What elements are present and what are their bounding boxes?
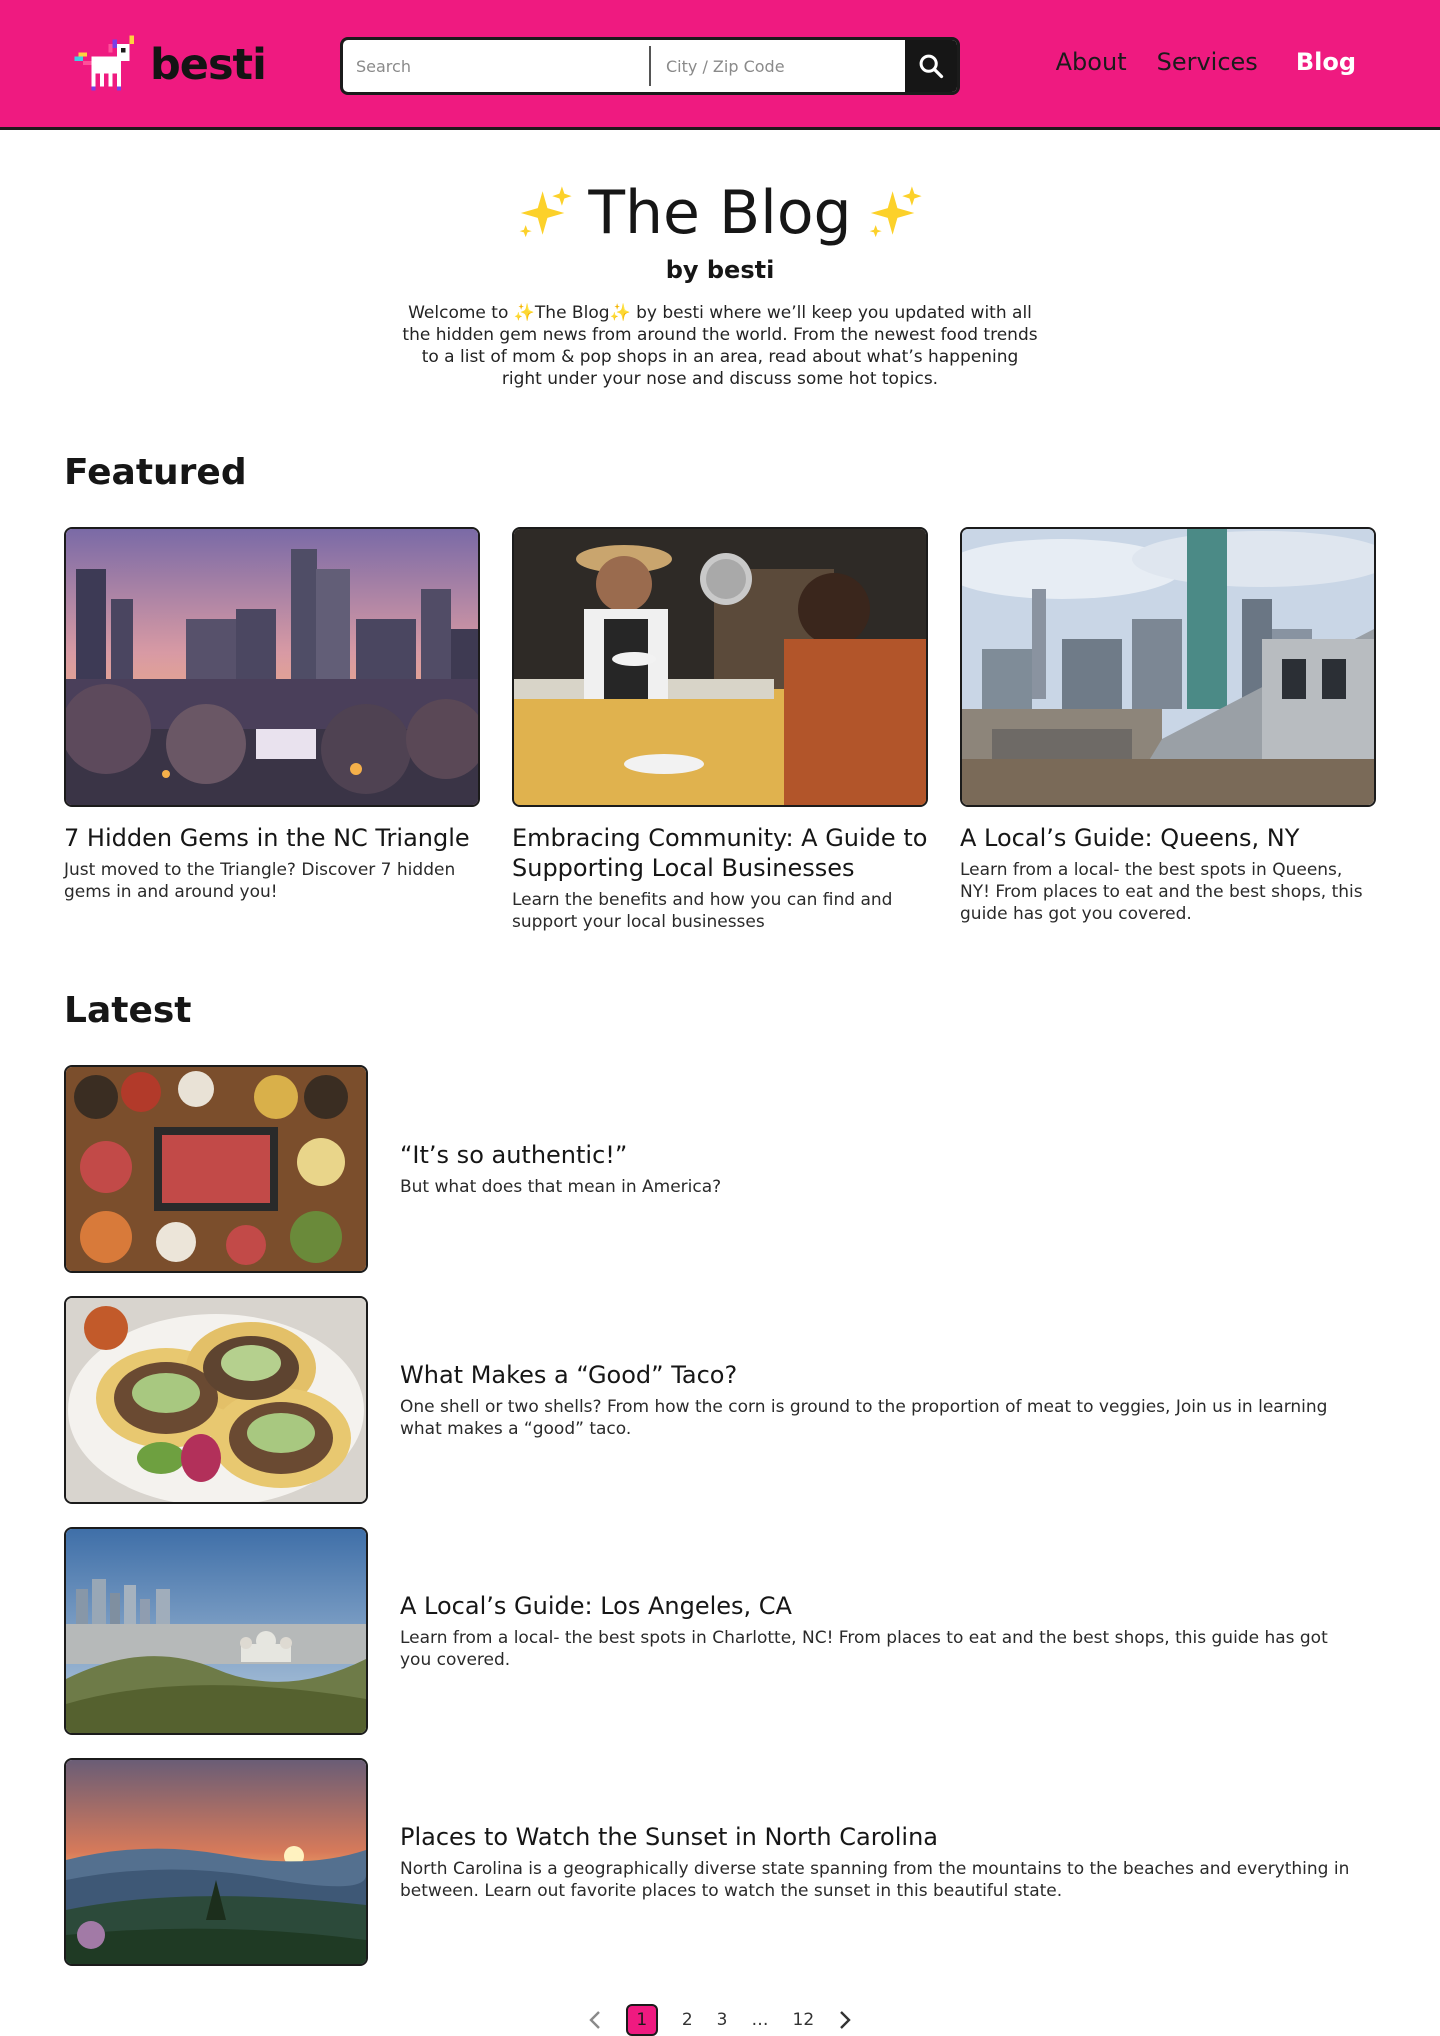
post-body [400, 1591, 1360, 1671]
post-image [64, 1758, 368, 1966]
latest-heading: Latest [64, 990, 192, 1031]
page-title-text: The Blog [588, 178, 852, 248]
card-image [960, 527, 1376, 807]
post-description: But what does that mean in America? [400, 1177, 722, 1197]
featured-heading: Featured [64, 452, 247, 493]
card-description: Learn from a local- the best spots in Queens, NY! From places to eat and the best shops, this guide has got you covered. [960, 860, 1363, 924]
blog-hero [0, 178, 1440, 390]
card-title: 7 Hidden Gems in the NC Triangle [64, 824, 470, 852]
logo[interactable] [70, 30, 266, 100]
search-bar [340, 37, 960, 95]
post-title: “It’s so authentic!” [400, 1141, 628, 1169]
featured-grid [64, 527, 1376, 933]
sparkles-icon [516, 184, 574, 242]
page-2[interactable]: 2 [681, 2010, 693, 2030]
featured-card[interactable] [512, 527, 928, 933]
site-header [0, 0, 1440, 130]
post-description: North Carolina is a geographically diverse state spanning from the mountains to the beaches and everything in between. Learn out favorite places to watch the sunset in this beautiful state. [400, 1859, 1350, 1901]
page-title [502, 178, 937, 248]
next-page-button[interactable] [838, 2010, 852, 2030]
post-title: Places to Watch the Sunset in North Carolina [400, 1823, 938, 1851]
list-item[interactable] [64, 1527, 1376, 1735]
brand-name: besti [150, 40, 266, 90]
card-title: A Local’s Guide: Queens, NY [960, 824, 1300, 852]
chevron-left-icon [588, 2010, 602, 2030]
card-description: Learn the benefits and how you can find and support your local businesses [512, 890, 893, 932]
post-body [400, 1140, 1360, 1198]
search-input[interactable] [343, 40, 649, 92]
sparkles-icon [866, 184, 924, 242]
post-image [64, 1296, 368, 1504]
list-item[interactable] [64, 1758, 1376, 1966]
post-title: What Makes a “Good” Taco? [400, 1361, 738, 1389]
page-3[interactable]: 3 [716, 2010, 728, 2030]
nav-about[interactable]: About [1055, 48, 1127, 76]
post-description: Learn from a local- the best spots in Charlotte, NC! From places to eat and the best shops, this guide has got you covered. [400, 1628, 1328, 1670]
prev-page-button[interactable] [588, 2010, 602, 2030]
post-body [400, 1360, 1360, 1440]
location-input[interactable] [651, 40, 905, 92]
list-item[interactable] [64, 1065, 1376, 1273]
post-description: One shell or two shells? From how the corn is ground to the proportion of meat to veggies, Join us in learning what makes a “good” taco. [400, 1397, 1328, 1439]
main-nav [1026, 48, 1356, 76]
card-description: Just moved to the Triangle? Discover 7 hidden gems in and around you! [64, 860, 456, 902]
card-image [512, 527, 928, 807]
latest-list [64, 1065, 1376, 1989]
page-12[interactable]: 12 [792, 2010, 815, 2030]
search-button[interactable] [905, 40, 957, 92]
page-1[interactable]: 1 [626, 2004, 658, 2036]
featured-card[interactable] [960, 527, 1376, 933]
post-image [64, 1065, 368, 1273]
unicorn-icon [70, 31, 138, 99]
card-title: Embracing Community: A Guide to Supporting Local Businesses [512, 824, 928, 882]
post-title: A Local’s Guide: Los Angeles, CA [400, 1592, 792, 1620]
nav-services[interactable]: Services [1156, 48, 1258, 76]
nav-blog[interactable]: Blog [1295, 48, 1356, 76]
search-icon [917, 52, 945, 80]
page-byline: by besti [665, 256, 775, 284]
post-image [64, 1527, 368, 1735]
pagination [560, 2004, 880, 2036]
card-image [64, 527, 480, 807]
page-intro: Welcome to ✨The Blog✨ by besti where we’ll keep you updated with all the hidden gem news from around the world. From the newest food trends to a list of mom & pop shops in an area, read about what’s happening right under your nose and discuss some hot topics. [402, 303, 1038, 389]
pagination-ellipsis: … [751, 2010, 769, 2030]
featured-card[interactable] [64, 527, 480, 933]
list-item[interactable] [64, 1296, 1376, 1504]
post-body [400, 1822, 1360, 1902]
chevron-right-icon [838, 2010, 852, 2030]
